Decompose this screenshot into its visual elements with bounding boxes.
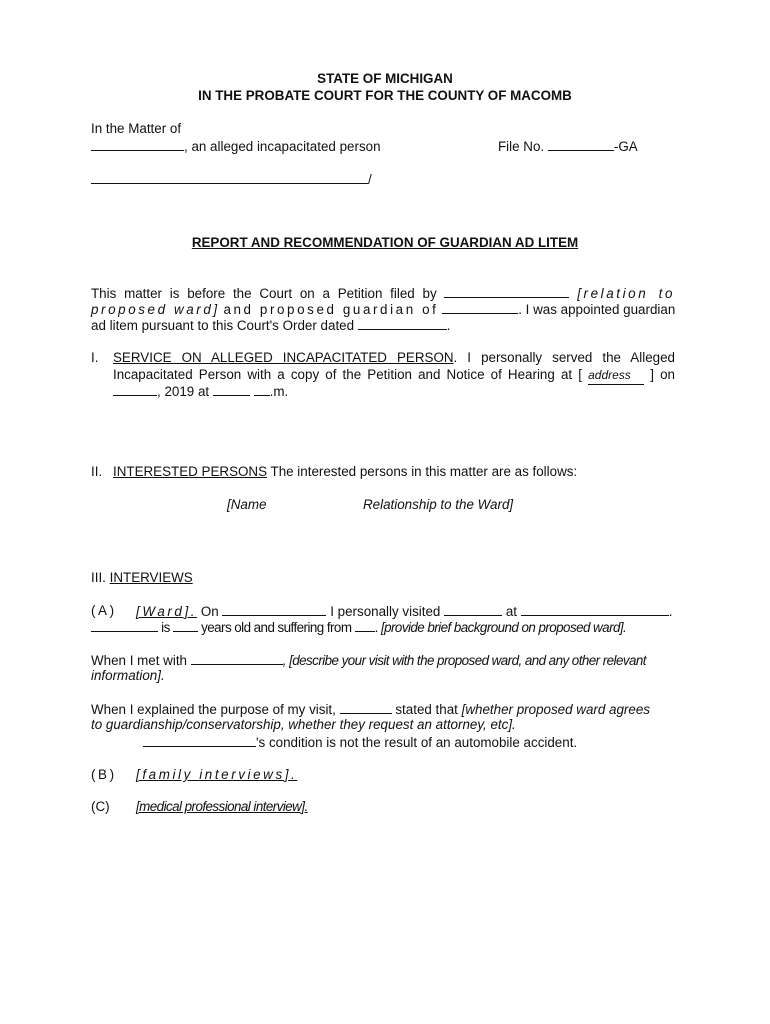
file-no-suffix: -GA	[613, 139, 638, 154]
interview-a-number: (A)	[91, 603, 117, 618]
interview-a-visited: I personally visited	[330, 604, 441, 619]
explained-blank	[340, 700, 392, 714]
in-the-matter-label: In the Matter of	[91, 121, 182, 136]
explained-text: When I explained the purpose of my visit,	[91, 702, 336, 717]
alleged-person-text: , an alleged incapacitated person	[184, 139, 381, 154]
intro-text-3: . I was appointed guardian	[518, 302, 676, 317]
section-1-number: I.	[91, 350, 99, 365]
section-1-text-4: , 2019 at	[157, 384, 210, 399]
ward-name-blank	[91, 137, 184, 151]
met-with-blank	[191, 651, 283, 665]
section-1-text-5: .m.	[269, 384, 289, 399]
state-heading: STATE OF MICHIGAN	[317, 71, 453, 86]
section-1-text-3: ] on	[650, 367, 675, 382]
alleged-person-line	[91, 137, 381, 155]
court-heading: IN THE PROBATE COURT FOR THE COUNTY OF MACOMB	[198, 88, 572, 103]
interview-a-at: at	[505, 604, 517, 619]
petitioner-blank	[444, 284, 569, 298]
background-placeholder: [provide brief background on proposed ward].	[380, 620, 627, 635]
visit-date-blank	[222, 602, 326, 616]
section-2-heading: INTERESTED PERSONS	[113, 464, 268, 479]
intro-text-4: ad litem pursuant to this Court's Order dated	[91, 318, 355, 333]
interview-a-period-2: .	[374, 620, 378, 635]
condition-name-blank	[143, 733, 256, 747]
intro-text-2: and proposed guardian of	[223, 302, 439, 317]
section-2-text: The interested persons in this matter are as follows:	[270, 464, 578, 479]
visited-person-blank	[444, 602, 502, 616]
relationship-column-label: Relationship to the Ward]	[363, 497, 514, 512]
intro-line-3	[91, 316, 451, 334]
caption-slash: /	[368, 172, 372, 187]
met-with-line-2: information].	[91, 668, 165, 683]
met-with-line-1	[91, 651, 646, 669]
interview-a-is: is	[161, 620, 170, 635]
agrees-placeholder: [whether proposed ward agrees	[461, 702, 650, 717]
visit-location-blank	[521, 602, 669, 616]
service-ampm-blank	[254, 382, 270, 396]
section-3-heading-line	[91, 569, 193, 586]
order-date-blank	[358, 316, 447, 330]
section-2-number: II.	[91, 464, 103, 479]
ward-name-blank-2	[91, 618, 158, 632]
stated-that-text: stated that	[395, 702, 458, 717]
file-no-blank	[548, 137, 614, 151]
intro-text-1: This matter is before the Court on a Petition filed by	[91, 286, 437, 301]
intro-period: .	[446, 318, 451, 333]
describe-visit-placeholder: , [describe your visit with the proposed ward, and any other relevant	[282, 653, 646, 668]
section-2-line	[113, 463, 577, 480]
medical-interview-placeholder: [medical professional interview].	[136, 799, 308, 814]
section-1-heading: SERVICE ON ALLEGED INCAPACITATED PERSON	[113, 350, 454, 365]
section-1-line-3	[113, 382, 288, 400]
proposed-ward-placeholder: proposed ward]	[91, 302, 220, 317]
interview-a-label	[91, 602, 117, 619]
interview-a-on: On	[200, 604, 219, 619]
condition-text: 's condition is not the result of an automobile accident.	[256, 735, 578, 750]
section-1-line-1	[113, 349, 675, 366]
family-interviews-placeholder: [family interviews].	[136, 767, 298, 782]
caption-closing-line	[91, 170, 372, 188]
section-1-text-1: . I personally served the Alleged	[453, 350, 675, 365]
condition-blank	[355, 618, 375, 632]
name-column-label: [Name	[227, 497, 267, 512]
explained-line-2: to guardianship/conservatorship, whether they request an attorney, etc].	[91, 717, 516, 732]
interview-a-period: .	[668, 604, 673, 619]
relation-placeholder: [relation to	[577, 286, 675, 301]
met-with-text: When I met with	[91, 653, 187, 668]
address-placeholder: address	[588, 367, 644, 385]
caption-blank	[91, 170, 368, 184]
interview-c-number: (C)	[91, 799, 110, 814]
age-blank	[173, 618, 198, 632]
interview-b-number: (B)	[91, 767, 117, 782]
interview-a-line-2	[91, 618, 626, 636]
file-no-label: File No.	[498, 139, 545, 154]
service-date-blank	[113, 382, 157, 396]
section-1-text-2: Incapacitated Person with a copy of the Petition and Notice of Hearing at [	[113, 367, 582, 382]
file-number	[498, 137, 638, 155]
service-time-blank	[213, 382, 250, 396]
section-3-number: III.	[91, 570, 106, 585]
ward-placeholder: [Ward].	[136, 604, 198, 619]
condition-line	[143, 733, 577, 751]
report-title: REPORT AND RECOMMENDATION OF GUARDIAN AD LITEM	[191, 235, 579, 250]
interview-a-years: years old and suffering from	[201, 620, 352, 635]
guardian-blank	[442, 300, 518, 314]
section-3-heading: INTERVIEWS	[109, 570, 193, 585]
